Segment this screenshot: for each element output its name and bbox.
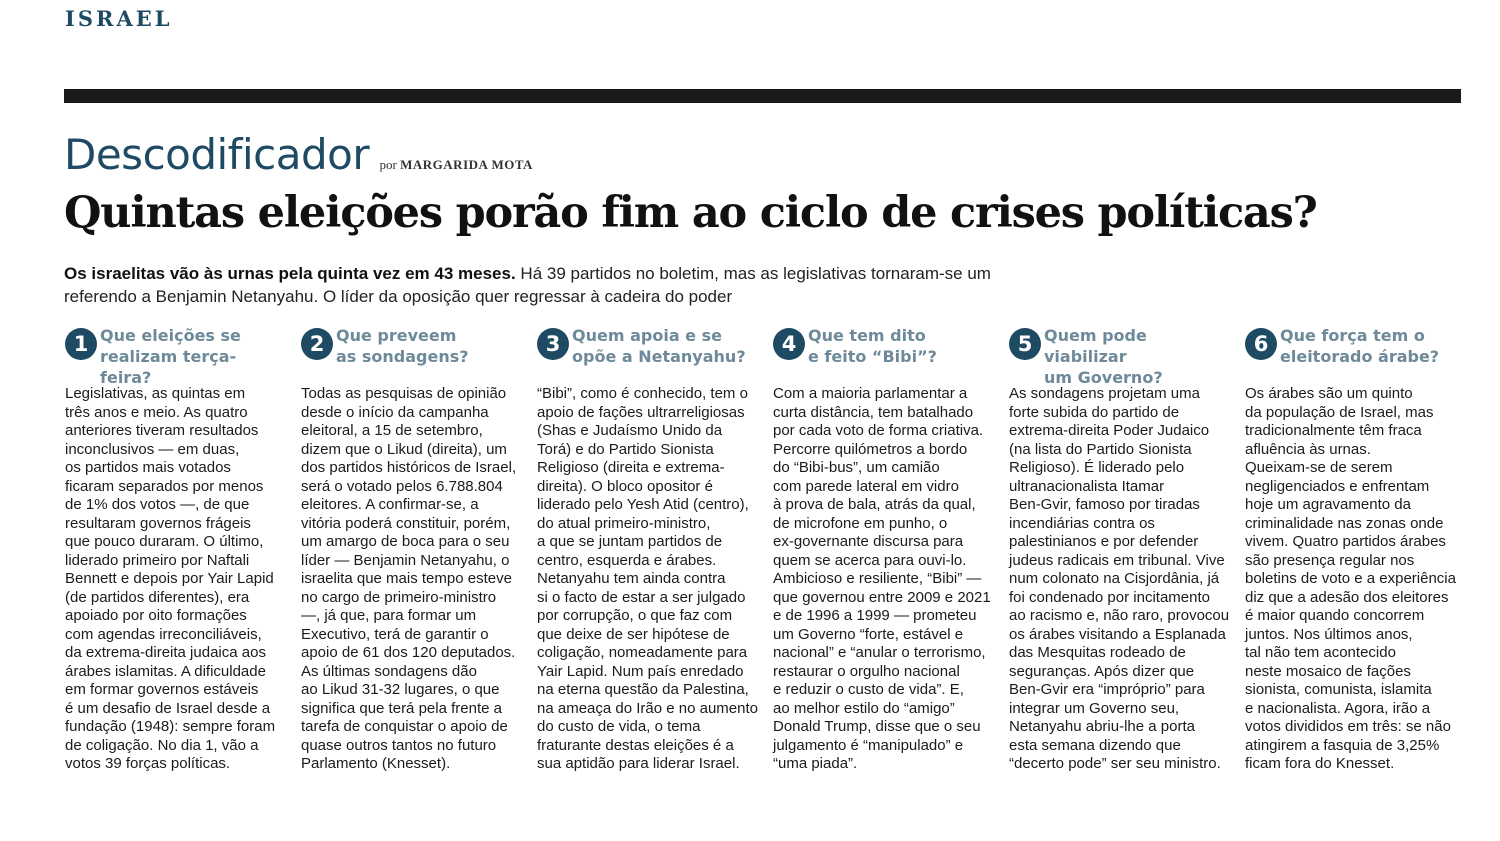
question-column-5	[1009, 325, 1231, 772]
question-column-1	[65, 325, 287, 772]
section-divider	[64, 89, 1461, 103]
question-header	[65, 325, 287, 385]
byline	[380, 157, 533, 172]
answer-text: Legislativas, as quintas em três anos e meio. As quatro anteriores tiveram resultados inconclusivos — em duas, os partidos mais votados ficaram separados por menos de 1% dos votos —, de que resultaram governos frágeis que pouco duraram. O último, liderado primeiro por Naftali Bennett e depois por Yair Lapid (de partidos diferentes), era apoiado por oito formações com agendas irreconciliáveis, da extrema-direita judaica aos árabes islamitas. A dificuldade em formar governos estáveis é um desafio de Israel desde a fundação (1948): sempre foram de coligação. No dia 1, vão a votos 39 forças políticas.	[65, 385, 276, 772]
number-badge: 5	[1009, 328, 1041, 360]
answer-text: As sondagens projetam uma forte subida do partido de extrema-direita Poder Judaico (na lista do Partido Sionista Religioso). É liderado pelo ultranacionalista Itamar Ben-Gvir, famoso por tiradas incendiárias contra os palestinianos e por defender judeus radicais em tribunal. Vive num colonato na Cisjordânia, já foi condenado por incitamento ao racismo e, não raro, provocou os árabes visitando a Esplanada das Mesquitas rodeado de seguranças. Após dizer que Ben-Gvir era “impróprio” para integrar um Governo seu, Netanyahu abriu-lhe a porta esta semana dizendo que “decerto pode” ser seu ministro.	[1009, 385, 1230, 772]
question-title: Que força tem o eleitorado árabe?	[1280, 326, 1440, 366]
question-title: Que eleições se realizam terça-feira?	[100, 326, 241, 387]
section-label: ISRAEL	[65, 6, 173, 31]
answer-text: Todas as pesquisas de opinião desde o início da campanha eleitoral, a 15 de setembro, dizem que o Likud (direita), um dos partidos históricos de Israel, será o votado pelos 6.788.804 eleitores. A confirmar-se, a vitória poderá constituir, porém, um amargo de boca para o seu líder — Benjamin Netanyahu, o israelita que mais tempo esteve no cargo de primeiro-ministro —, já que, para formar um Executivo, terá de garantir o apoio de 61 dos 120 deputados. As últimas sondagens dão ao Likud 31-32 lugares, o que significa que terá pela frente a tarefa de conquistar o apoio de quase outros tantos no futuro Parlamento (Knesset).	[301, 385, 517, 772]
number-badge: 4	[773, 328, 805, 360]
headline: Quintas eleições porão fim ao ciclo de crises políticas?	[64, 188, 1317, 238]
kicker-row	[64, 130, 533, 179]
number-badge: 3	[537, 328, 569, 360]
lead-paragraph	[64, 262, 1064, 308]
byline-author: MARGARIDA MOTA	[400, 157, 533, 172]
rubric-title: Descodificador	[64, 130, 370, 179]
answer-text: Os árabes são um quinto da população de Israel, mas tradicionalmente têm fraca afluência às urnas. Queixam-se de serem negligenciados e enfrentam hoje um agravamento da criminalidade nas zonas onde vivem. Quatro partidos árabes são presença regular nos boletins de voto e a experiência diz que a adesão dos eleitores é maior quando concorrem juntos. Nos últimos anos, tal não tem acontecido neste mosaico de fações sionista, comunista, islamita e nacionalista. Agora, irão a votos divididos em três: se não atingirem a fasquia de 3,25% ficam fora do Knesset.	[1245, 385, 1456, 772]
question-column-3	[537, 325, 759, 772]
question-column-6	[1245, 325, 1467, 772]
question-column-4	[773, 325, 995, 772]
question-column-2	[301, 325, 523, 772]
question-title: Quem apoia e se opõe a Netanyahu?	[572, 326, 746, 366]
question-header	[301, 325, 523, 385]
lead-text: Há 39 partidos no boletim, mas as legislativas tornaram-se um referendo a Benjamin Netanyahu. O líder da oposição quer regressar à cadeira do poder	[64, 264, 991, 306]
question-title: Que preveem as sondagens?	[336, 326, 469, 366]
question-header	[537, 325, 759, 385]
number-badge: 1	[65, 328, 97, 360]
number-badge: 2	[301, 328, 333, 360]
byline-prefix: por	[379, 157, 397, 172]
lead-bold: Os israelitas vão às urnas pela quinta vez em 43 meses.	[64, 264, 516, 283]
question-header	[773, 325, 995, 385]
answer-text: “Bibi”, como é conhecido, tem o apoio de fações ultrarreligiosas (Shas e Judaísmo Unido da Torá) e do Partido Sionista Religioso (direita e extrema- direita). O bloco opositor é liderado pelo Yesh Atid (centro), do atual primeiro-ministro, a que se juntam partidos de centro, esquerda e árabes. Netanyahu tem ainda contra si o facto de estar a ser julgado por corrupção, o que faz com que deixe de ser hipótese de coligação, nomeadamente para Yair Lapid. Num país enredado na eterna questão da Palestina, na ameaça do Irão e no aumento do custo de vida, o tema fraturante destas eleições é a sua aptidão para liderar Israel.	[537, 385, 758, 772]
question-header	[1009, 325, 1231, 385]
number-badge: 6	[1245, 328, 1277, 360]
answer-text: Com a maioria parlamentar a curta distância, tem batalhado por cada voto de forma criativa. Percorre quilómetros a bordo do “Bibi-bus”, um camião com parede lateral em vidro à prova de bala, atrás da qual, de microfone em punho, o ex-governante discursa para quem se acerca para ouvi-lo. Ambicioso e resiliente, “Bibi” — que governou entre 2009 e 2021 e de 1996 a 1999 — prometeu um Governo “forte, estável e nacional” e “anular o terrorismo, restaurar o orgulho nacional e reduzir o custo de vida”. E, ao melhor estilo do “amigo” Donald Trump, disse que o seu julgamento é “manipulado” e “uma piada”.	[773, 385, 991, 772]
question-title: Que tem dito e feito “Bibi”?	[808, 326, 937, 366]
question-header	[1245, 325, 1467, 385]
question-title: Quem pode viabilizar um Governo?	[1044, 326, 1163, 387]
